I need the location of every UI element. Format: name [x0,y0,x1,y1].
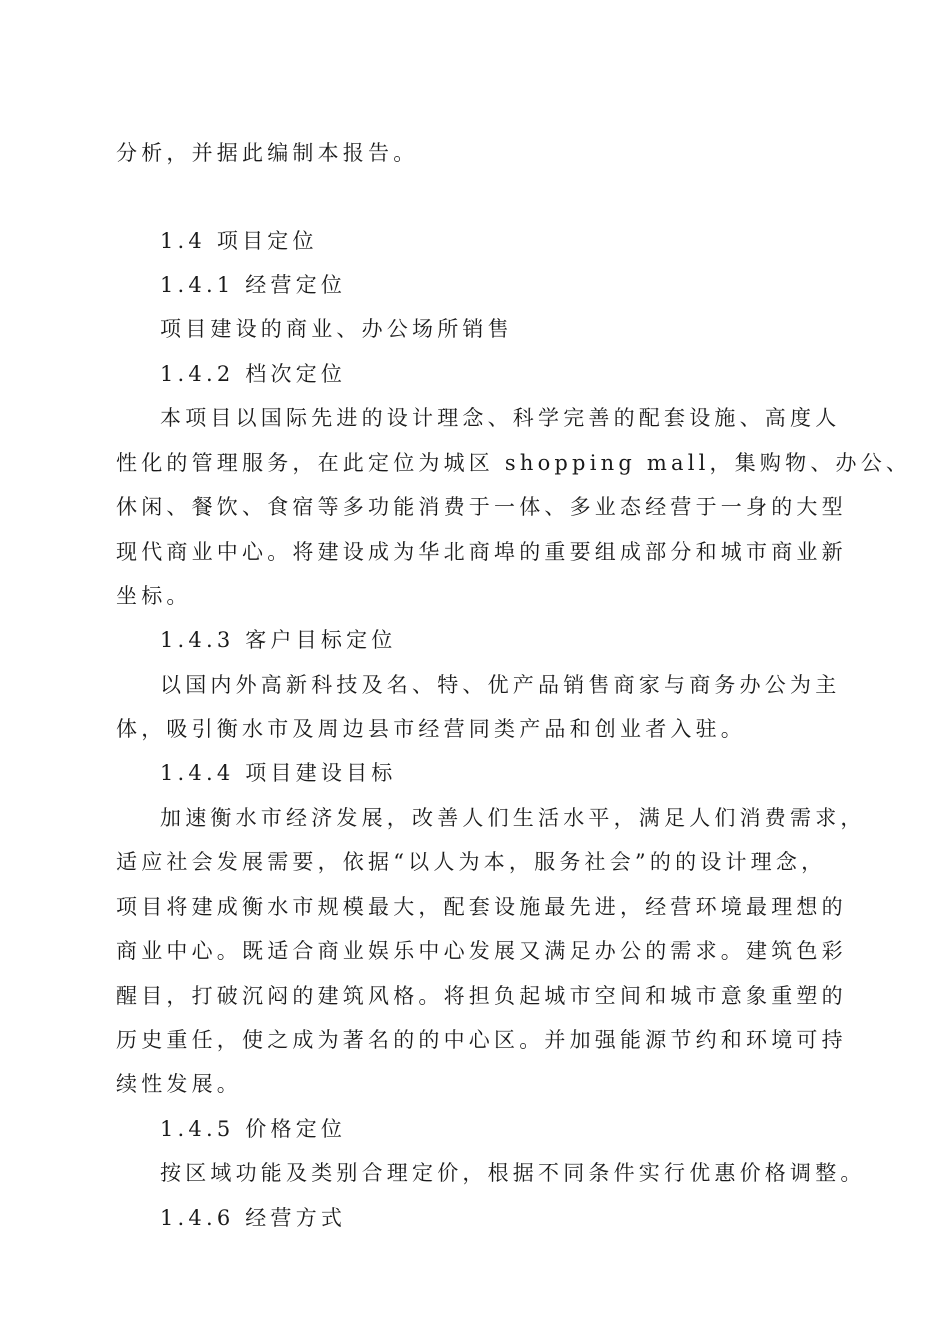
paragraph-line: 坐标。 [116,584,192,608]
paragraph-line: 本项目以国际先进的设计理念、科学完善的配套设施、高度人 [160,406,841,430]
intro-tail-text: 分析，并据此编制本报告。 [116,141,419,165]
paragraph-line: 体，吸引衡水市及周边县市经营同类产品和创业者入驻。 [116,717,746,741]
paragraph-line: 按区域功能及类别合理定价，根据不同条件实行优惠价格调整。 [160,1161,866,1185]
section-heading-1-4: 1.4 项目定位 [160,229,318,253]
section-heading-1-4-5: 1.4.5 价格定位 [160,1117,347,1141]
paragraph-line: 商业中心。既适合商业娱乐中心发展又满足办公的需求。建筑色彩 [116,939,847,963]
paragraph-line: 项目将建成衡水市规模最大，配套设施最先进，经营环境最理想的 [116,895,847,919]
paragraph-line: 项目建设的商业、办公场所销售 [160,317,513,341]
paragraph-line: 历史重任，使之成为著名的的中心区。并加强能源节约和环境可持 [116,1028,847,1052]
section-heading-1-4-6: 1.4.6 经营方式 [160,1206,347,1230]
paragraph-line: 续性发展。 [116,1072,242,1096]
paragraph-line: 适应社会发展需要，依据“以人为本，服务社会”的的设计理念， [116,850,827,874]
paragraph-line: 醒目，打破沉闷的建筑风格。将担负起城市空间和城市意象重塑的 [116,984,847,1008]
paragraph-line: 加速衡水市经济发展，改善人们生活水平，满足人们消费需求， [160,806,866,830]
paragraph-line: 现代商业中心。将建设成为华北商埠的重要组成部分和城市商业新 [116,540,847,564]
section-heading-1-4-3: 1.4.3 客户目标定位 [160,628,397,652]
paragraph-line: 以国内外高新科技及名、特、优产品销售商家与商务办公为主 [160,673,841,697]
paragraph-line: 休闲、餐饮、食宿等多功能消费于一体、多业态经营于一身的大型 [116,495,847,519]
section-heading-1-4-4: 1.4.4 项目建设目标 [160,761,397,785]
paragraph-line: 性化的管理服务，在此定位为城区 shopping mall，集购物、办公、 [116,451,912,475]
section-heading-1-4-1: 1.4.1 经营定位 [160,273,347,297]
section-heading-1-4-2: 1.4.2 档次定位 [160,362,347,386]
